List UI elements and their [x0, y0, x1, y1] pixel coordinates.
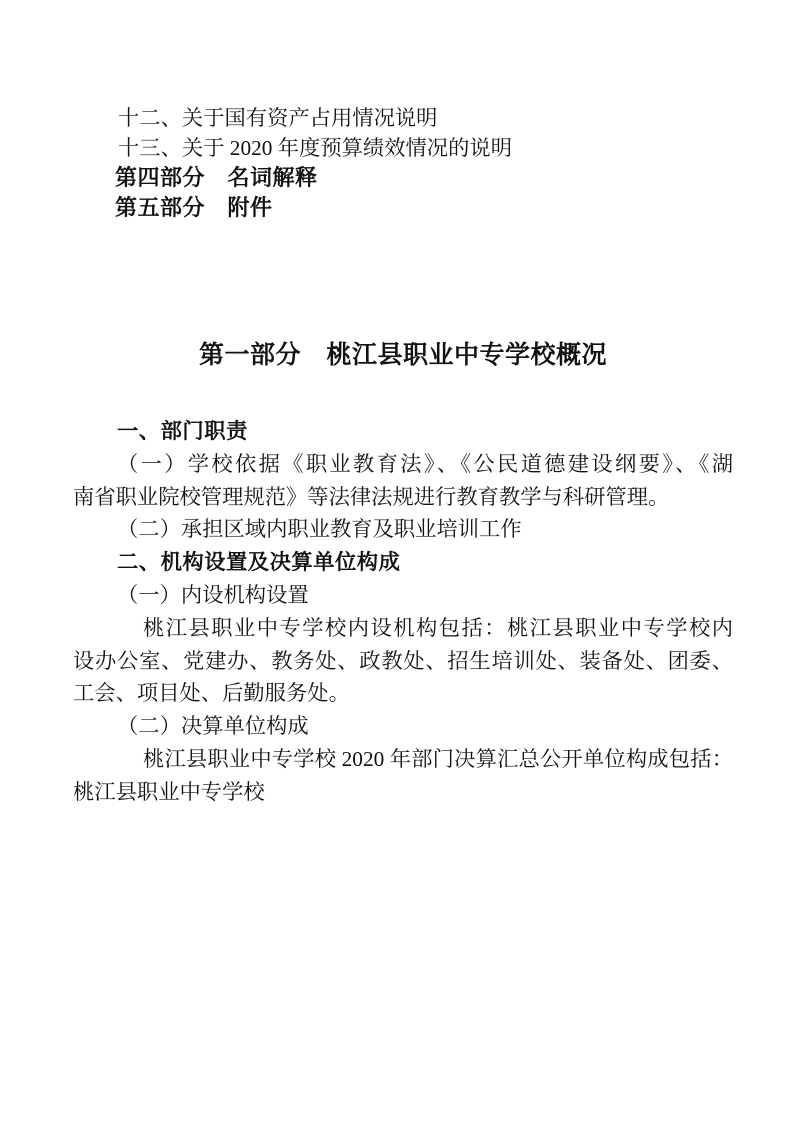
subheading-internal-org: （一）内设机构设置	[117, 582, 309, 607]
paragraph-line: （一）学校依据《职业教育法》、《公民道德建设纲要》、《湖	[117, 451, 733, 476]
paragraph-line: 工会、项目处、后勤服务处。	[73, 681, 350, 706]
toc-part-5: 第五部分 附件	[115, 195, 273, 220]
toc-entry-12: 十二、关于国有资产占用情况说明	[118, 106, 438, 130]
paragraph-line: 南省职业院校管理规范》等法律法规进行教育教学与科研管理。	[73, 484, 670, 509]
toc-part-4: 第四部分 名词解释	[115, 165, 318, 190]
heading-department-duties: 一、部门职责	[117, 419, 248, 443]
document-body	[73, 415, 733, 809]
toc-entry-13: 十三、关于 2020 年度预算绩效情况的说明	[118, 136, 512, 160]
subheading-unit-composition: （二）决算单位构成	[117, 714, 309, 739]
paragraph-line: （二）承担区域内职业教育及职业培训工作	[117, 517, 522, 542]
paragraph-line: 桃江县职业中专学校 2020 年部门决算汇总公开单位构成包括：	[143, 746, 733, 771]
paragraph-line: 桃江县职业中专学校	[73, 779, 265, 804]
table-of-contents	[73, 103, 733, 223]
paragraph-line: 桃江县职业中专学校内设机构包括：桃江县职业中专学校内	[143, 615, 733, 640]
heading-org-structure: 二、机构设置及决算单位构成	[117, 550, 401, 575]
paragraph-line: 设办公室、党建办、教务处、政教处、招生培训处、装备处、团委、	[73, 648, 733, 673]
section-title: 第一部分 桃江县职业中专学校概况	[198, 342, 607, 369]
